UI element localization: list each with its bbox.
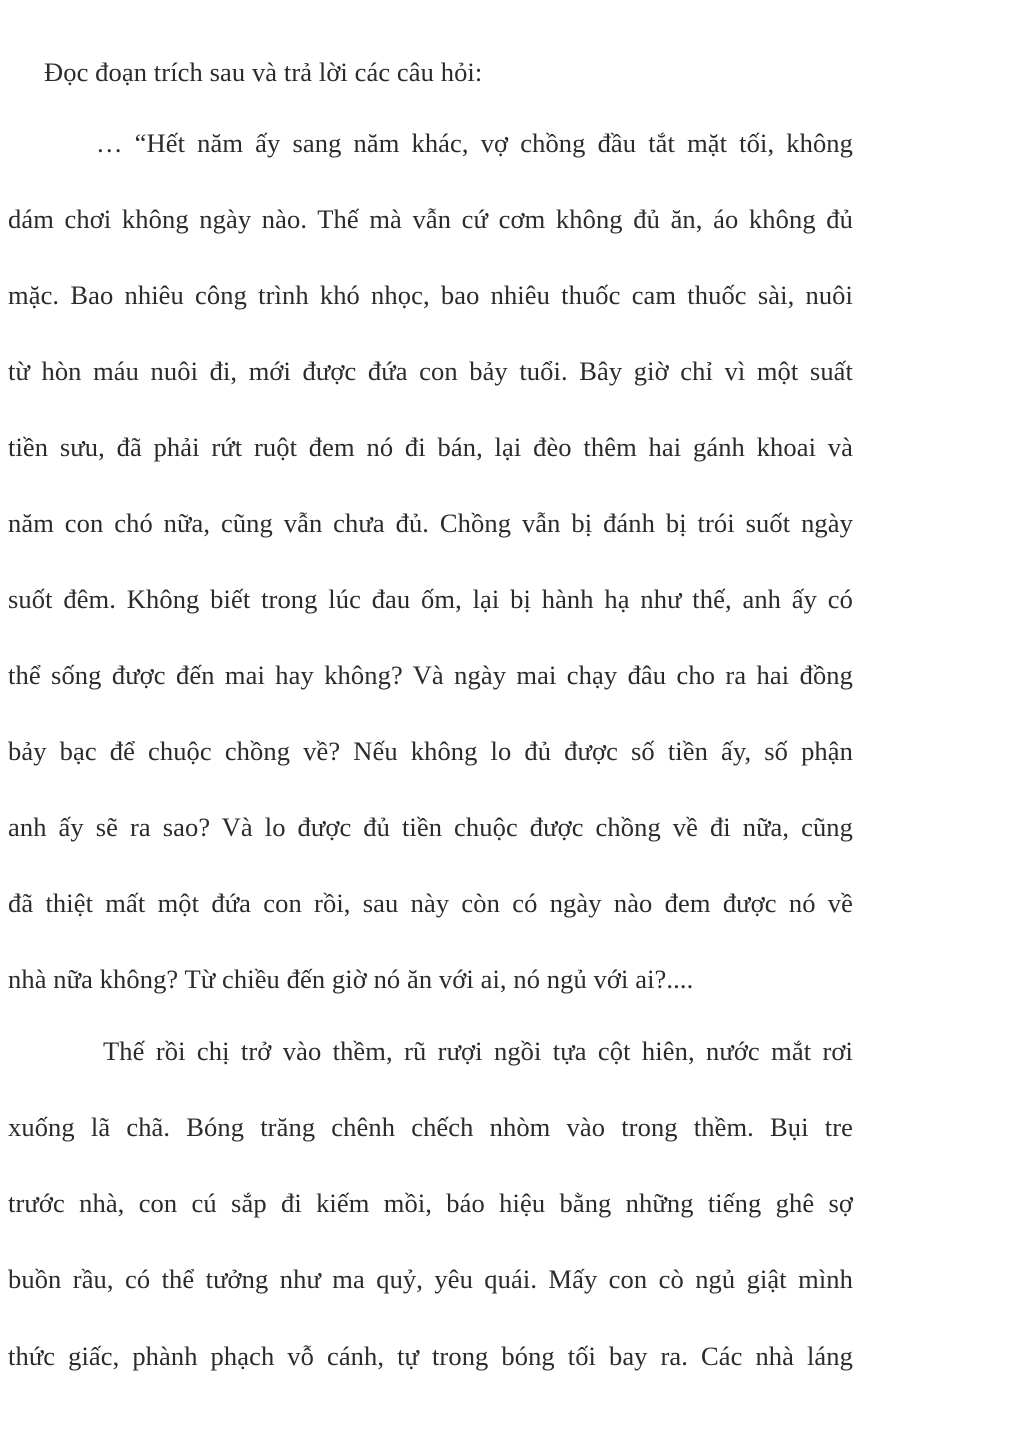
paragraph-2-line-3: trước nhà, con cú sắp đi kiếm mồi, báo hiệu bằng những tiếng ghê sợ [8, 1188, 853, 1218]
paragraph-1-line-5: tiền sưu, đã phải rứt ruột đem nó đi bán, lại đèo thêm hai gánh khoai và [8, 432, 853, 462]
paragraph-2-line-1: Thế rồi chị trở vào thềm, rũ rượi ngồi tựa cột hiên, nước mắt rơi [103, 1036, 853, 1066]
heading: Đọc đoạn trích sau và trả lời các câu hỏi: [44, 57, 483, 87]
paragraph-1-line-4: từ hòn máu nuôi đi, mới được đứa con bảy tuổi. Bây giờ chỉ vì một suất [8, 356, 853, 386]
paragraph-2-line-4: buồn rầu, có thể tưởng như ma quỷ, yêu quái. Mấy con cò ngủ giật mình [8, 1264, 853, 1294]
paragraph-1-line-7: suốt đêm. Không biết trong lúc đau ốm, lại bị hành hạ như thế, anh ấy có [8, 584, 853, 614]
paragraph-1-line-12: nhà nữa không? Từ chiều đến giờ nó ăn với ai, nó ngủ với ai?.... [8, 964, 694, 994]
paragraph-2-line-2: xuống lã chã. Bóng trăng chênh chếch nhòm vào trong thềm. Bụi tre [8, 1112, 853, 1142]
paragraph-1-line-6: năm con chó nữa, cũng vẫn chưa đủ. Chồng vẫn bị đánh bị trói suốt ngày [8, 508, 853, 538]
paragraph-1-line-10: anh ấy sẽ ra sao? Và lo được đủ tiền chuộc được chồng về đi nữa, cũng [8, 812, 853, 842]
paragraph-1-line-9: bảy bạc để chuộc chồng về? Nếu không lo đủ được số tiền ấy, số phận [8, 736, 853, 766]
paragraph-1-line-1: … “Hết năm ấy sang năm khác, vợ chồng đầu tắt mặt tối, không [96, 128, 853, 158]
paragraph-1-line-8: thể sống được đến mai hay không? Và ngày mai chạy đâu cho ra hai đồng [8, 660, 853, 690]
paragraph-1-line-3: mặc. Bao nhiêu công trình khó nhọc, bao nhiêu thuốc cam thuốc sài, nuôi [8, 280, 853, 310]
paragraph-2-line-5: thức giấc, phành phạch vỗ cánh, tự trong bóng tối bay ra. Các nhà láng [8, 1341, 853, 1371]
paragraph-1-line-2: dám chơi không ngày nào. Thế mà vẫn cứ cơm không đủ ăn, áo không đủ [8, 204, 853, 234]
paragraph-1-line-11: đã thiệt mất một đứa con rồi, sau này còn có ngày nào đem được nó về [8, 888, 853, 918]
